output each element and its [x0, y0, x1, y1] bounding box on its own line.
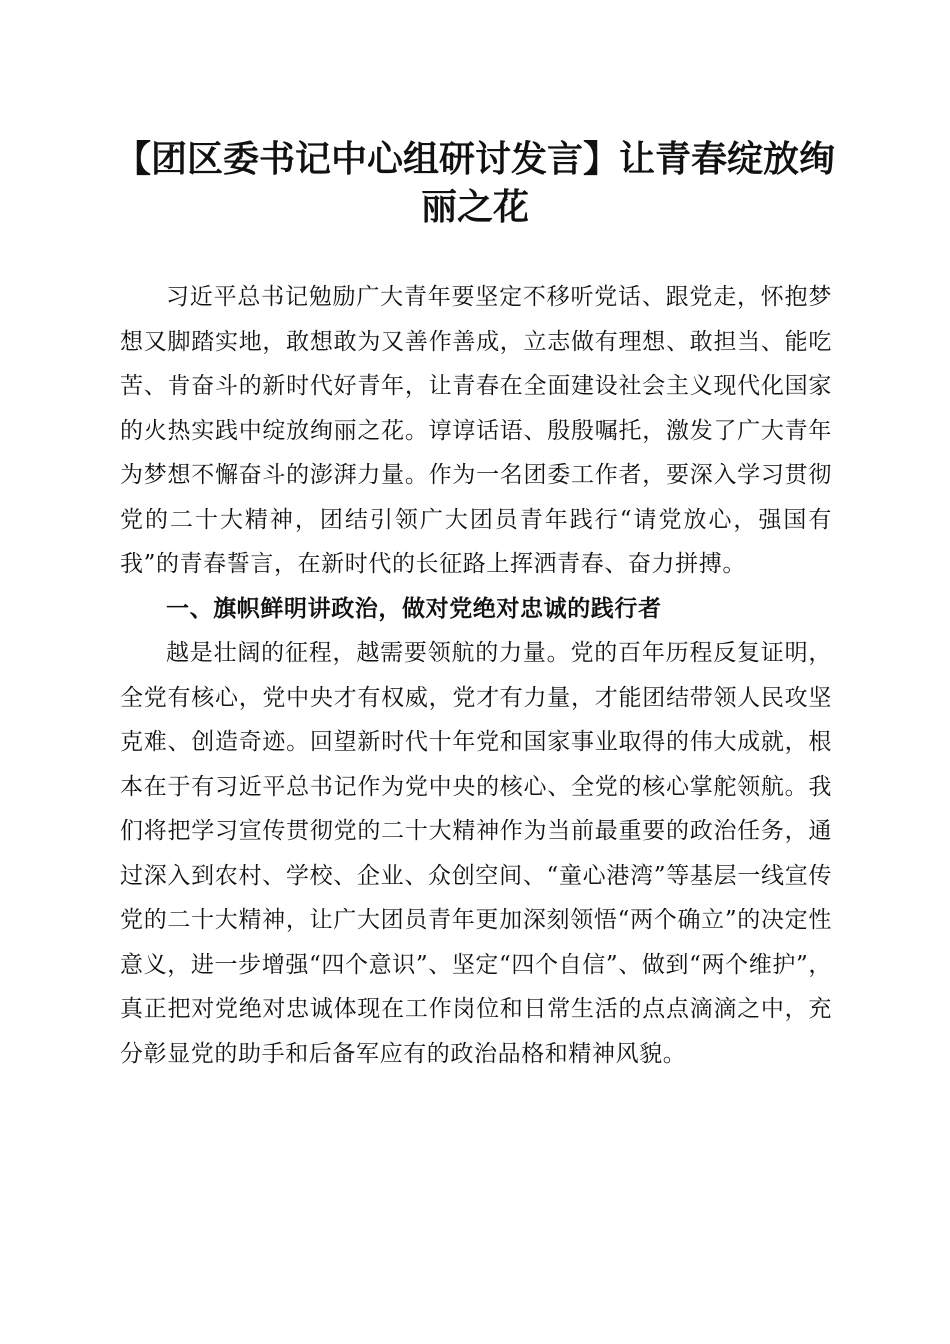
- paragraph-section-1: 越是壮阔的征程，越需要领航的力量。党的百年历程反复证明，全党有核心，党中央才有权威，党才有力量，才能团结带领人民攻坚克难、创造奇迹。回望新时代十年党和国家事业取得的伟大成就，根本在于有习近平总书记作为党中央的核心、全党的核心掌舵领航。我们将把学习宣传贯彻党的二十大精神作为当前最重要的政治任务，通过深入到农村、学校、企业、众创空间、“童心港湾”等基层一线宣传党的二十大精神，让广大团员青年更加深刻领悟“两个确立”的决定性意义，进一步增强“四个意识”、坚定“四个自信”、做到“两个维护”，真正把对党绝对忠诚体现在工作岗位和日常生活的点点滴滴之中，充分彰显党的助手和后备军应有的政治品格和精神风貌。: [120, 640, 832, 1067]
- section-heading-1: 一、旗帜鲜明讲政治，做对党绝对忠诚的践行者: [166, 595, 662, 622]
- document-body: [120, 275, 832, 1076]
- paragraph-intro: 习近平总书记勉励广大青年要坚定不移听党话、跟党走，怀抱梦想又脚踏实地，敢想敢为又善作善成，立志做有理想、敢担当、能吃苦、肯奋斗的新时代好青年，让青春在全面建设社会主义现代化国家的火热实践中绽放绚丽之花。谆谆话语、殷殷嘱托，激发了广大青年为梦想不懈奋斗的澎湃力量。作为一名团委工作者，要深入学习贯彻党的二十大精神，团结引领广大团员青年践行“请党放心，强国有我”的青春誓言，在新时代的长征路上挥洒青春、奋力拼搏。: [120, 284, 832, 577]
- document-title: 【团区委书记中心组研讨发言】让青春绽放绚丽之花: [114, 139, 835, 228]
